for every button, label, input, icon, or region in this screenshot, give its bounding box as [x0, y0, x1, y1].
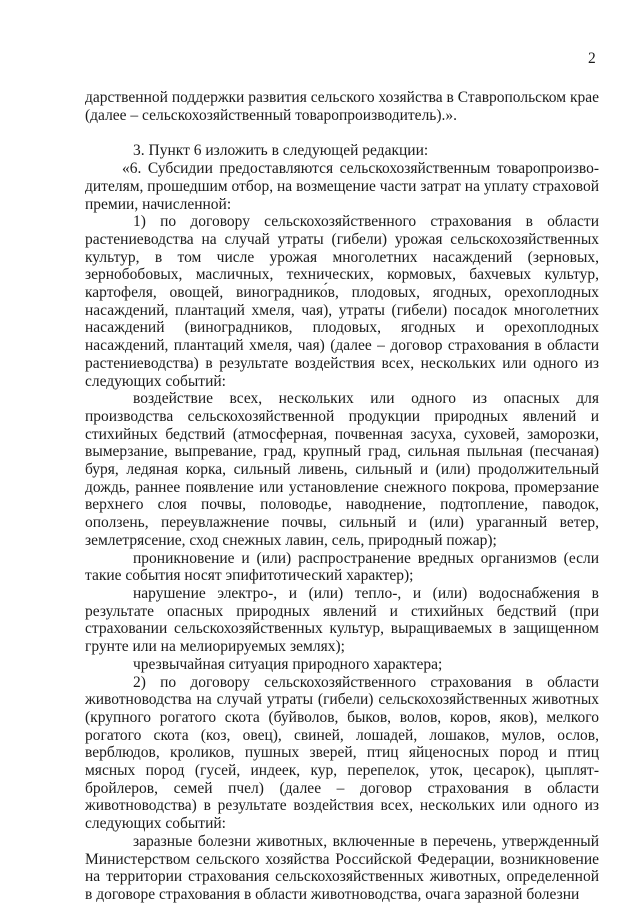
paragraph-natural-events: воздействие всех, нескольких или одного из опасных для производства сельскохозяйственной продукции природных явлений и стихийных бедствий (атмосферная, почвенная засуха, суховей, заморозки, вымерзание, выпревание, град, крупный град, сильная пыльная (песчаная) буря, ледяная корка, сильный ливень, сильный и (или) продолжительный дождь, раннее появление или установление снежного покрова, промерзание верхнего слоя почвы, половодье, наводнение, подтопление, паводок, оползень, переувлажнение почвы, сильный и (или) ураганный ветер, землетрясение, сход снежных лавин, сель, природный пожар);: [85, 390, 599, 549]
paragraph-item-6: «6. Субсидии предоставляются сельскохозяйственным товаропроизводителям, прошедшим отбор, на возмещение части затрат на уплату страховой премии, начисленной:: [85, 160, 599, 213]
paragraph-continuation: дарственной поддержки развития сельского хозяйства в Ставропольском крае (далее – сельскохозяйственный товаропроизводитель).».: [85, 89, 599, 124]
paragraph-item-3: 3. Пункт 6 изложить в следующей редакции:: [133, 142, 429, 160]
paragraph-subitem-2: 2) по договору сельскохозяйственного страхования в области животноводства на случай утраты (гибели) сельскохозяйственных животных (крупного рогатого скота (буйволов, быков, волов, коров, яков), мелкого рогатого скота (коз, овец), свиней, лошадей, лошаков, мулов, ослов, верблюдов, кроликов, пушных зверей, птиц яйценосных пород и птиц мясных пород (гусей, индеек, кур, перепелок, уток, цесарок), цыплят-бройлеров, семей пчел) (далее – договор страхования в области животноводства) в результате воздействия всех, нескольких или одного из следующих событий:: [85, 673, 599, 833]
paragraph-subitem-1: 1) по договору сельскохозяйственного страхования в области растениеводства на случай утраты (гибели) урожая сельскохозяйственных культур, в том числе урожая многолетних насаждений (зерновых, зернобобовых, масличных, технических, кормовых, бахчевых культур, картофеля, овощей, винограднико́в, плодовых, ягодных, орехоплодных насаждений, плантаций хмеля, чая), утраты (гибели) посадок многолетних насаждений (виноградников, плодовых, ягодных и орехоплодных насаждений, плантаций хмеля, чая) (далее – договор страхования в области растениеводства) в результате воздействия всех, нескольких или одного из следующих событий:: [85, 213, 599, 390]
document-body: [85, 89, 599, 904]
paragraph-utilities: нарушение электро-, и (или) тепло-, и (или) водоснабжения в результате опасных природных явлений и стихийных бедствий (при страховании сельскохозяйственных культур, выращиваемых в защищенном грунте или на мелиорируемых землях);: [85, 584, 599, 656]
paragraph-diseases: заразные болезни животных, включенные в перечень, утвержденный Министерством сельского хозяйства Российской Федерации, возникновение на территории страхования сельскохозяйственных животных, определенной в договоре страхования в области животноводства, очага заразной болезни: [85, 832, 599, 903]
paragraph-emergency: чрезвычайная ситуация природного характера;: [133, 655, 443, 673]
page-number: 2: [588, 50, 596, 67]
paragraph-pests: проникновение и (или) распространение вредных организмов (если такие события носят эпифитотический характер);: [85, 549, 599, 585]
